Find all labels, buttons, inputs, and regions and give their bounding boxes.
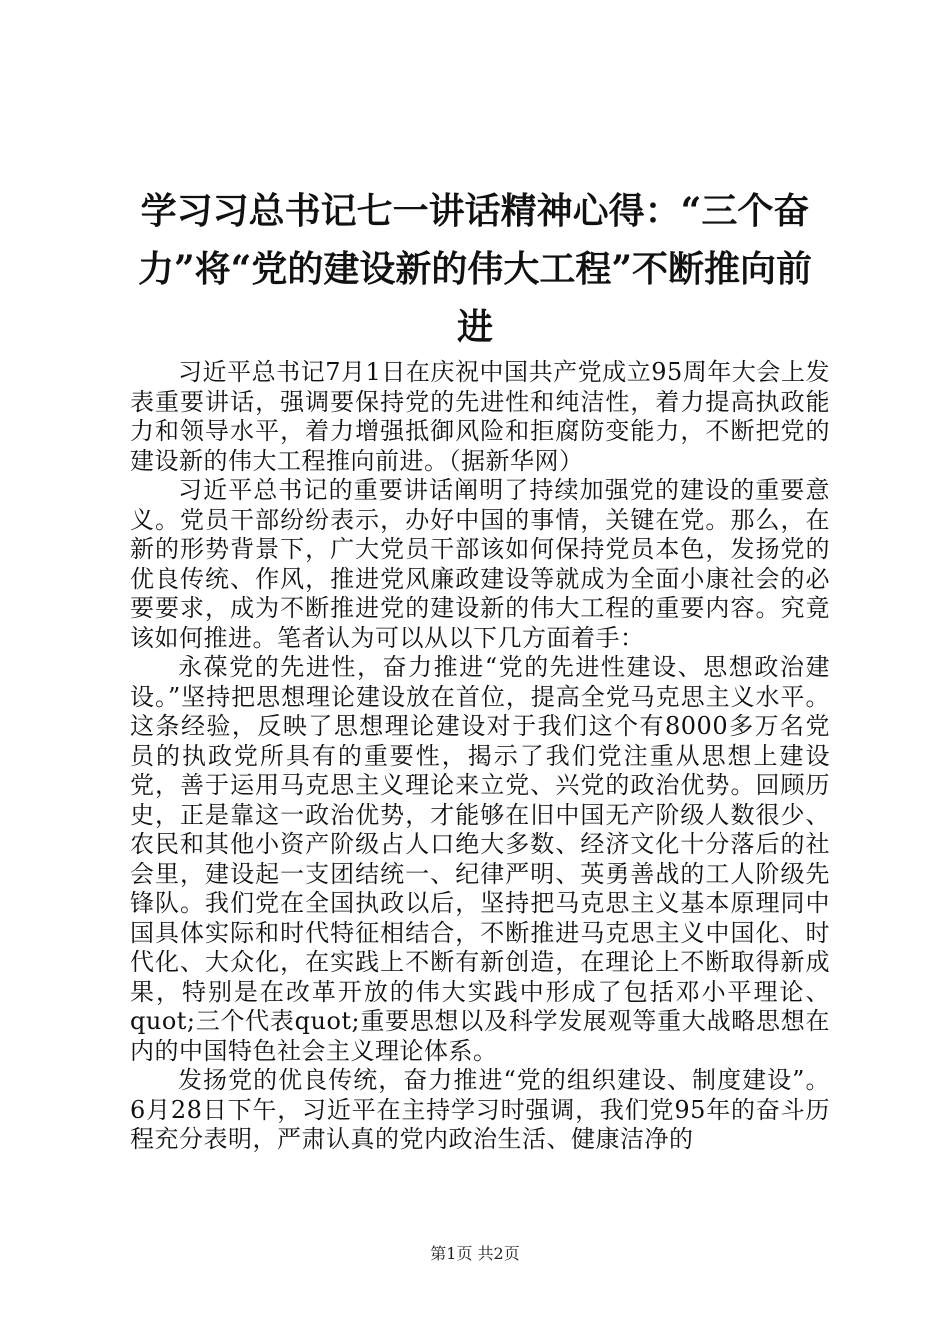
paragraph-3: 永葆党的先进性，奋力推进“党的先进性建设、思想政治建设。”坚持把思想理论建设放在首位，提高全党马克思主义水平。这条经验，反映了思想理论建设对于我们这个有8000多万名党员的执政党所具有的重要性，揭示了我们党注重从思想上建设党，善于运用马克思主义理论来立党、兴党的政治优势。回顾历史，正是靠这一政治优势，才能够在旧中国无产阶级人数很少、农民和其他小资产阶级占人口绝大多数、经济文化十分落后的社会里，建设起一支团结统一、纪律严明、英勇善战的工人阶级先锋队。我们党在全国执政以后，坚持把马克思主义基本原理同中国具体实际和时代特征相结合，不断推进马克思主义中国化、时代化、大众化，在实践上不断有新创造，在理论上不断取得新成果，特别是在改革开放的伟大实践中形成了包括邓小平理论、quot;三个代表quot;重要思想以及科学发展观等重大战略思想在内的中国特色社会主义理论体系。 [130, 653, 830, 1065]
paragraph-2: 习近平总书记的重要讲话阐明了持续加强党的建设的重要意义。党员干部纷纷表示，办好中国的事情，关键在党。那么，在新的形势背景下，广大党员干部该如何保持党员本色，发扬党的优良传统、作风，推进党风廉政建设等就成为全面小康社会的必要要求，成为不断推进党的建设新的伟大工程的重要内容。究竟该如何推进。笔者认为可以从以下几方面着手： [130, 476, 830, 652]
document-body [130, 358, 830, 1155]
paragraph-4: 发扬党的优良传统，奋力推进“党的组织建设、制度建设”。6月28日下午，习近平在主持学习时强调，我们党95年的奋斗历程充分表明，严肃认真的党内政治生活、健康洁净的 [130, 1066, 830, 1153]
document-title: 学习习总书记七一讲话精神心得：“三个奋力”将“党的建设新的伟大工程”不断推向前进 [137, 190, 813, 348]
page-footer: 第1页 共2页 [430, 1244, 520, 1263]
paragraph-1: 习近平总书记7月1日在庆祝中国共产党成立95周年大会上发表重要讲话，强调要保持党的先进性和纯洁性，着力提高执政能力和领导水平，着力增强抵御风险和拒腐防变能力，不断把党的建设新的伟大工程推向前进。（据新华网） [130, 358, 830, 475]
